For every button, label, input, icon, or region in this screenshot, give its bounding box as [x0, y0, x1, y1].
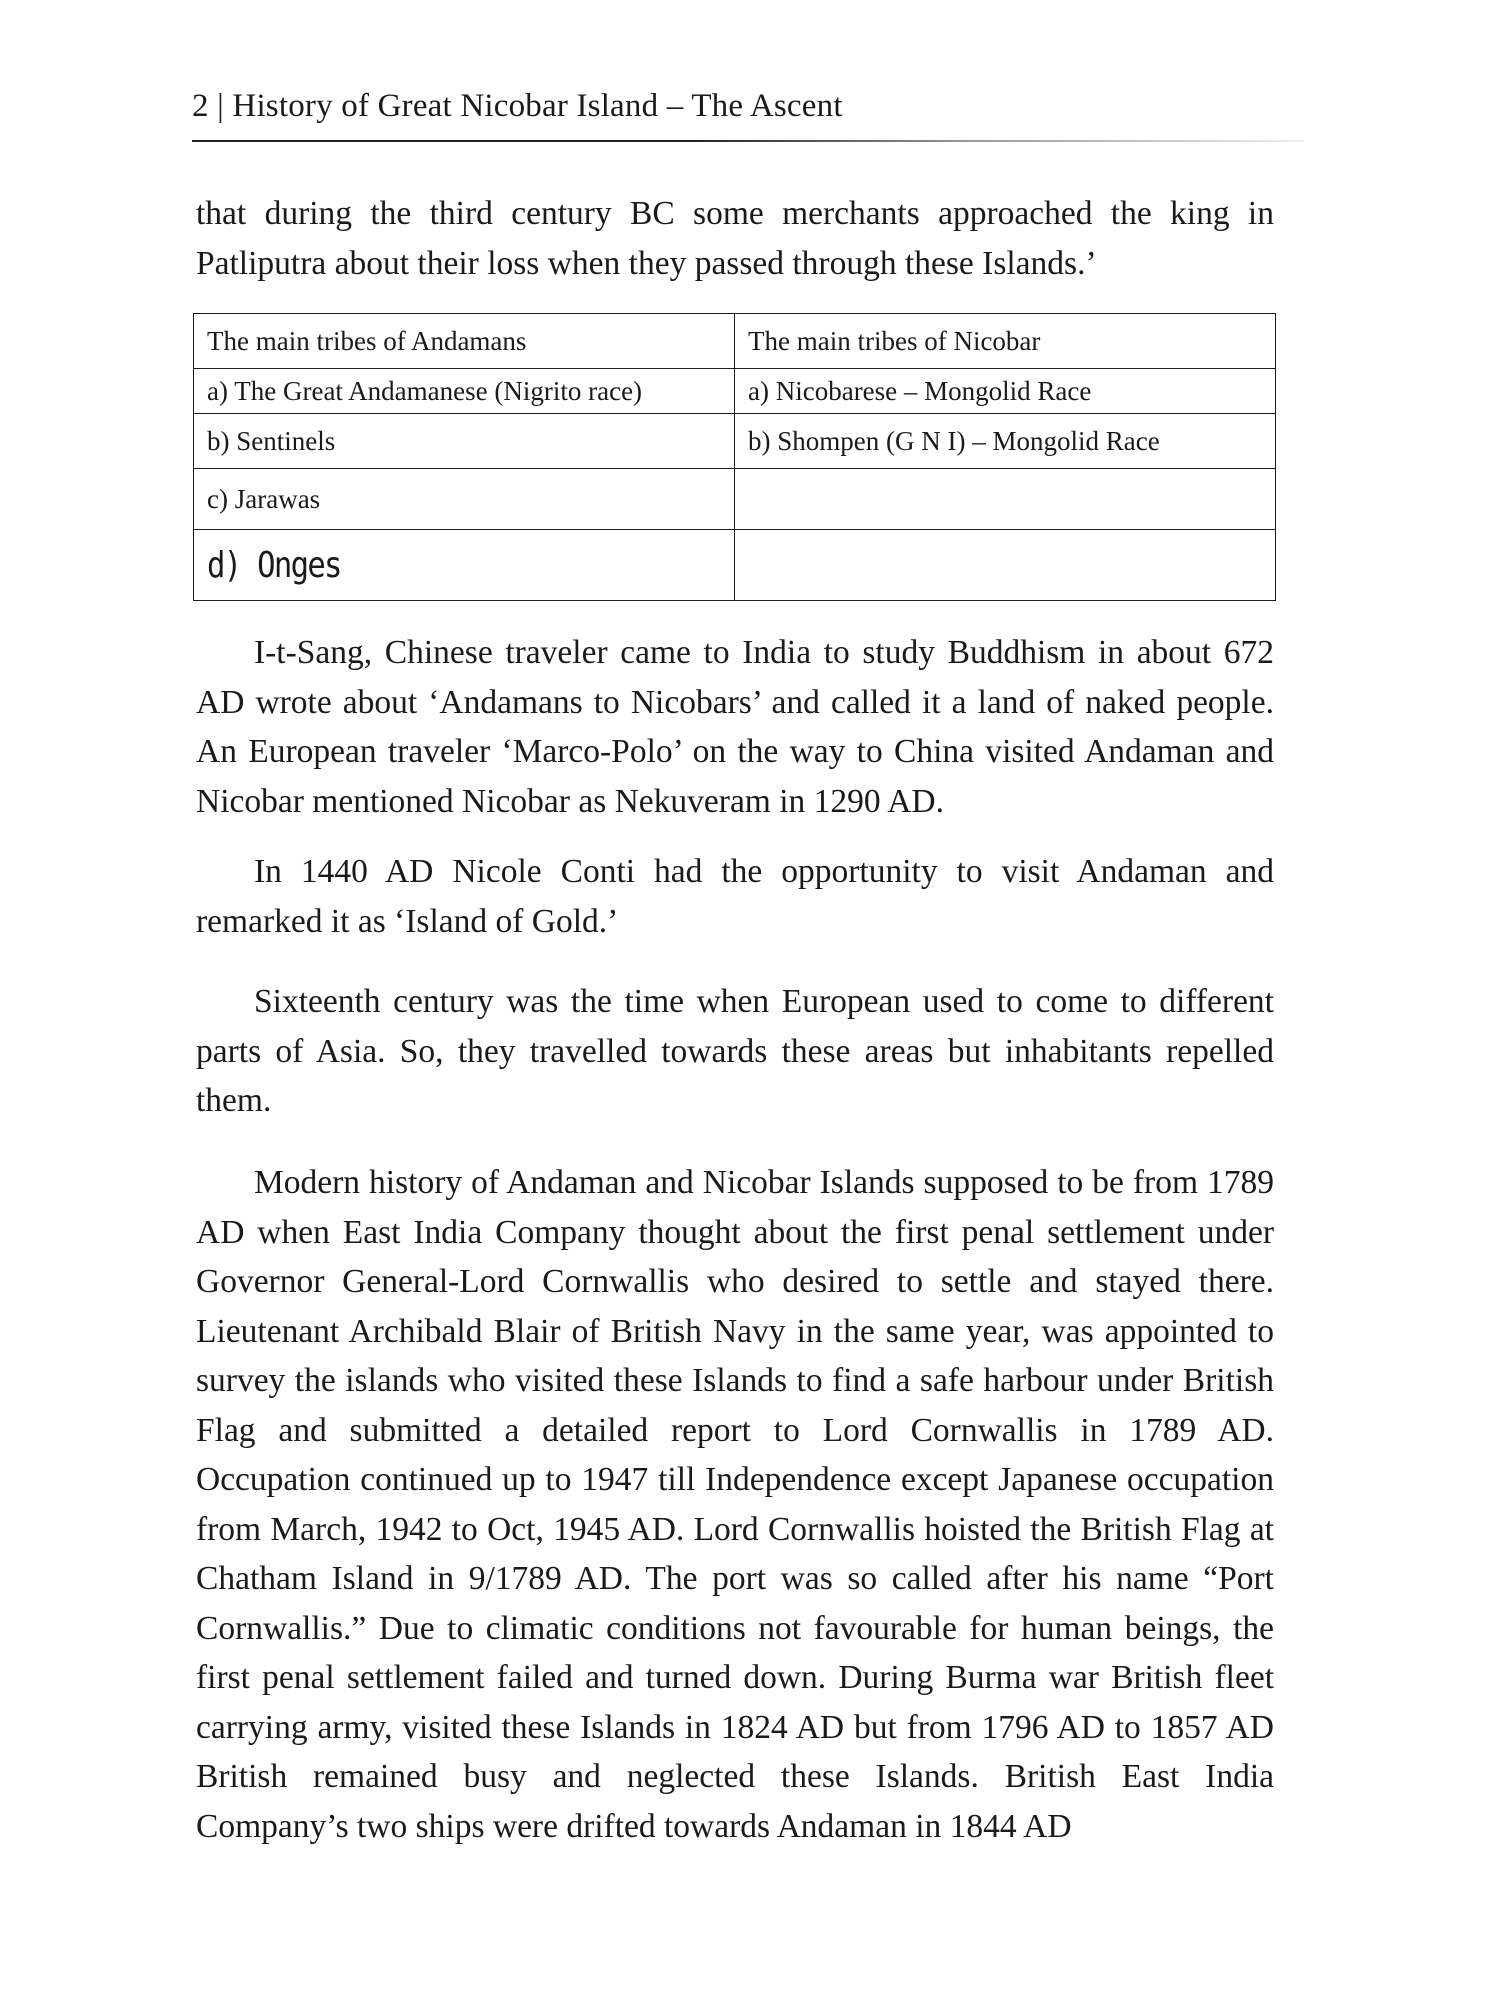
running-header: 2 | History of Great Nicobar Island – The Ascent [192, 88, 843, 124]
table-cell: b) Shompen (G N I) – Mongolid Race [735, 414, 1276, 469]
handwritten-entry: d) Onges [207, 544, 341, 586]
table-row [194, 530, 1276, 601]
paragraph: In 1440 AD Nicole Conti had the opportunity to visit Andaman and remarked it as ‘Island of Gold.’ [196, 853, 1274, 940]
paragraph: Sixteenth century was the time when European used to come to different parts of Asia. So, they travelled towards these areas but inhabitants repelled them. [196, 983, 1274, 1119]
paragraph: Modern history of Andaman and Nicobar Islands supposed to be from 1789 AD when East India Company thought about the first penal settlement under Governor General-Lord Cornwallis who desired to settle and stayed there. Lieutenant Archibald Blair of British Navy in the same year, was appointed to survey the islands who visited these Islands to find a safe harbour under British Flag and submitted a detailed report to Lord Cornwallis in 1789 AD. Occupation continued up to 1947 till Independence except Japanese occupation from March, 1942 to Oct, 1945 AD. Lord Cornwallis hoisted the British Flag at Chatham Island in 9/1789 AD. The port was so called after his name “Port Cornwallis.” Due to climatic conditions not favourable for human beings, the first penal settlement failed and turned down. During Burma war British fleet carrying army, visited these Islands in 1824 AD but from 1796 AD to 1857 AD British remained busy and neglected these Islands. British East India Company’s two ships were drifted towards Andaman in 1844 AD [196, 1164, 1274, 1845]
table-cell: a) Nicobarese – Mongolid Race [735, 369, 1276, 414]
table-row [194, 414, 1276, 469]
paragraph-block [196, 977, 1274, 1126]
table-row [194, 469, 1276, 530]
table-cell: b) Sentinels [194, 414, 735, 469]
table-cell [735, 469, 1276, 530]
table-header-row [194, 314, 1276, 369]
table-cell: c) Jarawas [194, 469, 735, 530]
table-cell: a) The Great Andamanese (Nigrito race) [194, 369, 735, 414]
table-header-cell: The main tribes of Nicobar [735, 314, 1276, 369]
paragraph-block [196, 1158, 1274, 1851]
paragraph-block [196, 628, 1274, 826]
table-header-cell: The main tribes of Andamans [194, 314, 735, 369]
paragraph-continuation [196, 189, 1274, 288]
header-rule [192, 140, 1304, 142]
paragraph: that during the third century BC some merchants approached the king in Patliputra about their loss when they passed through these Islands.’ [196, 195, 1274, 282]
table-cell [735, 530, 1276, 601]
table-row [194, 369, 1276, 414]
paragraph-block [196, 847, 1274, 946]
table-cell [194, 530, 735, 601]
tribes-table [193, 313, 1276, 601]
paragraph: I-t-Sang, Chinese traveler came to India to study Buddhism in about 672 AD wrote about ‘Andamans to Nicobars’ and called it a land of naked people. An European traveler ‘Marco-Polo’ on the way to China visited Andaman and Nicobar mentioned Nicobar as Nekuveram in 1290 AD. [196, 634, 1274, 820]
